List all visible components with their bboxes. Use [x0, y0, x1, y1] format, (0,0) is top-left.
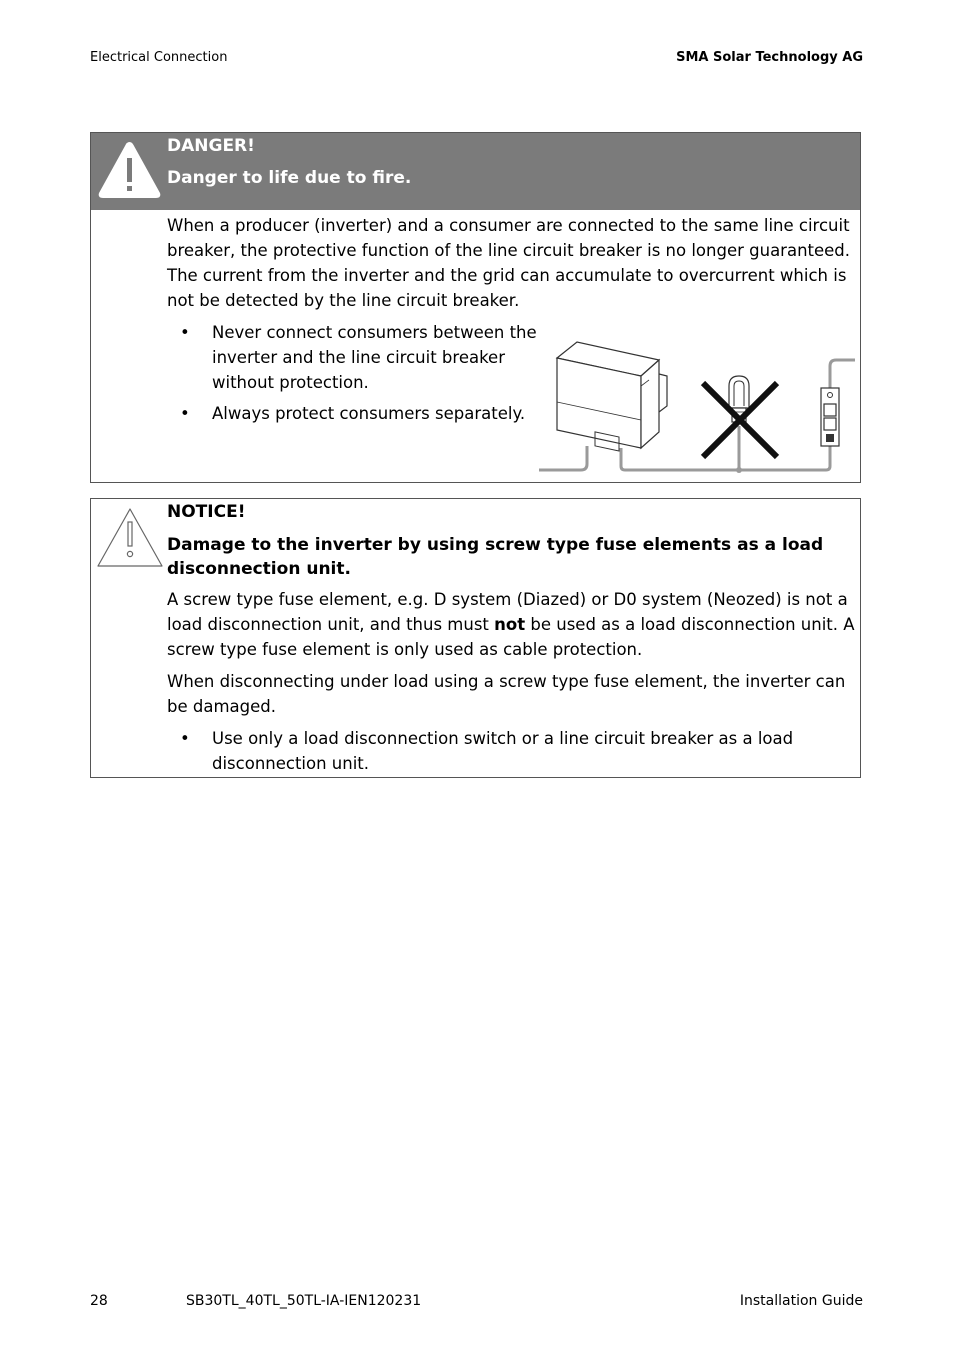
bullet-text: Use only a load disconnection switch or a line circuit breaker as a load disconnection unit.: [212, 729, 794, 773]
header-section-title: Electrical Connection: [90, 50, 228, 65]
bullet-icon: •: [180, 323, 190, 342]
emphasis-text: not: [494, 615, 526, 634]
notice-title: Damage to the inverter by using screw type fuse elements as a load disconnection unit.: [167, 535, 824, 579]
bullet-icon: •: [180, 404, 190, 423]
list-item: [167, 401, 537, 426]
list-item: [167, 320, 537, 395]
wiring-illustration: [539, 338, 859, 478]
notice-paragraph: When disconnecting under load using a screw type fuse element, the inverter can be damaged.: [167, 672, 846, 716]
danger-header-bar: [91, 133, 860, 210]
danger-title: Danger to life due to fire.: [167, 168, 412, 188]
bullet-icon: •: [180, 729, 190, 748]
footer-document-type: Installation Guide: [739, 1293, 863, 1309]
notice-box: [90, 498, 861, 778]
danger-text: When a producer (inverter) and a consumer are connected to the same line circuit breaker, the protective function of the line circuit breaker is no longer guaranteed. The current from the inverter and the grid can accumulate to overcurrent which is not be detected by the line circuit breaker.: [167, 216, 851, 310]
bullet-text: Always protect consumers separately.: [212, 404, 526, 423]
text-span: A screw type fuse element, e.g. D system (Diazed) or D0 system (Neozed) is not a load disconnection unit, and thus must: [167, 590, 848, 634]
header-company: SMA Solar Technology AG: [676, 50, 863, 65]
warning-triangle-icon: [96, 138, 163, 202]
notice-paragraph: [167, 587, 857, 662]
notice-label: NOTICE!: [167, 502, 246, 522]
bullet-text: Never connect consumers between the inverter and the line circuit breaker without protection.: [212, 323, 537, 392]
circuit-breaker-icon: [821, 388, 839, 446]
danger-bullet-list: [167, 320, 537, 432]
inverter-icon: [557, 342, 667, 451]
danger-label: DANGER!: [167, 136, 255, 156]
footer-page-number: 28: [90, 1293, 108, 1309]
notice-bullet-list: [167, 726, 857, 776]
list-item: [167, 726, 857, 776]
text-span: be used as a load disconnection unit. A screw type fuse element is only used as cable protection.: [167, 615, 855, 659]
footer-document-id: SB30TL_40TL_50TL-IA-IEN120231: [186, 1293, 422, 1309]
danger-box: [90, 132, 861, 483]
warning-triangle-icon: [96, 506, 164, 568]
